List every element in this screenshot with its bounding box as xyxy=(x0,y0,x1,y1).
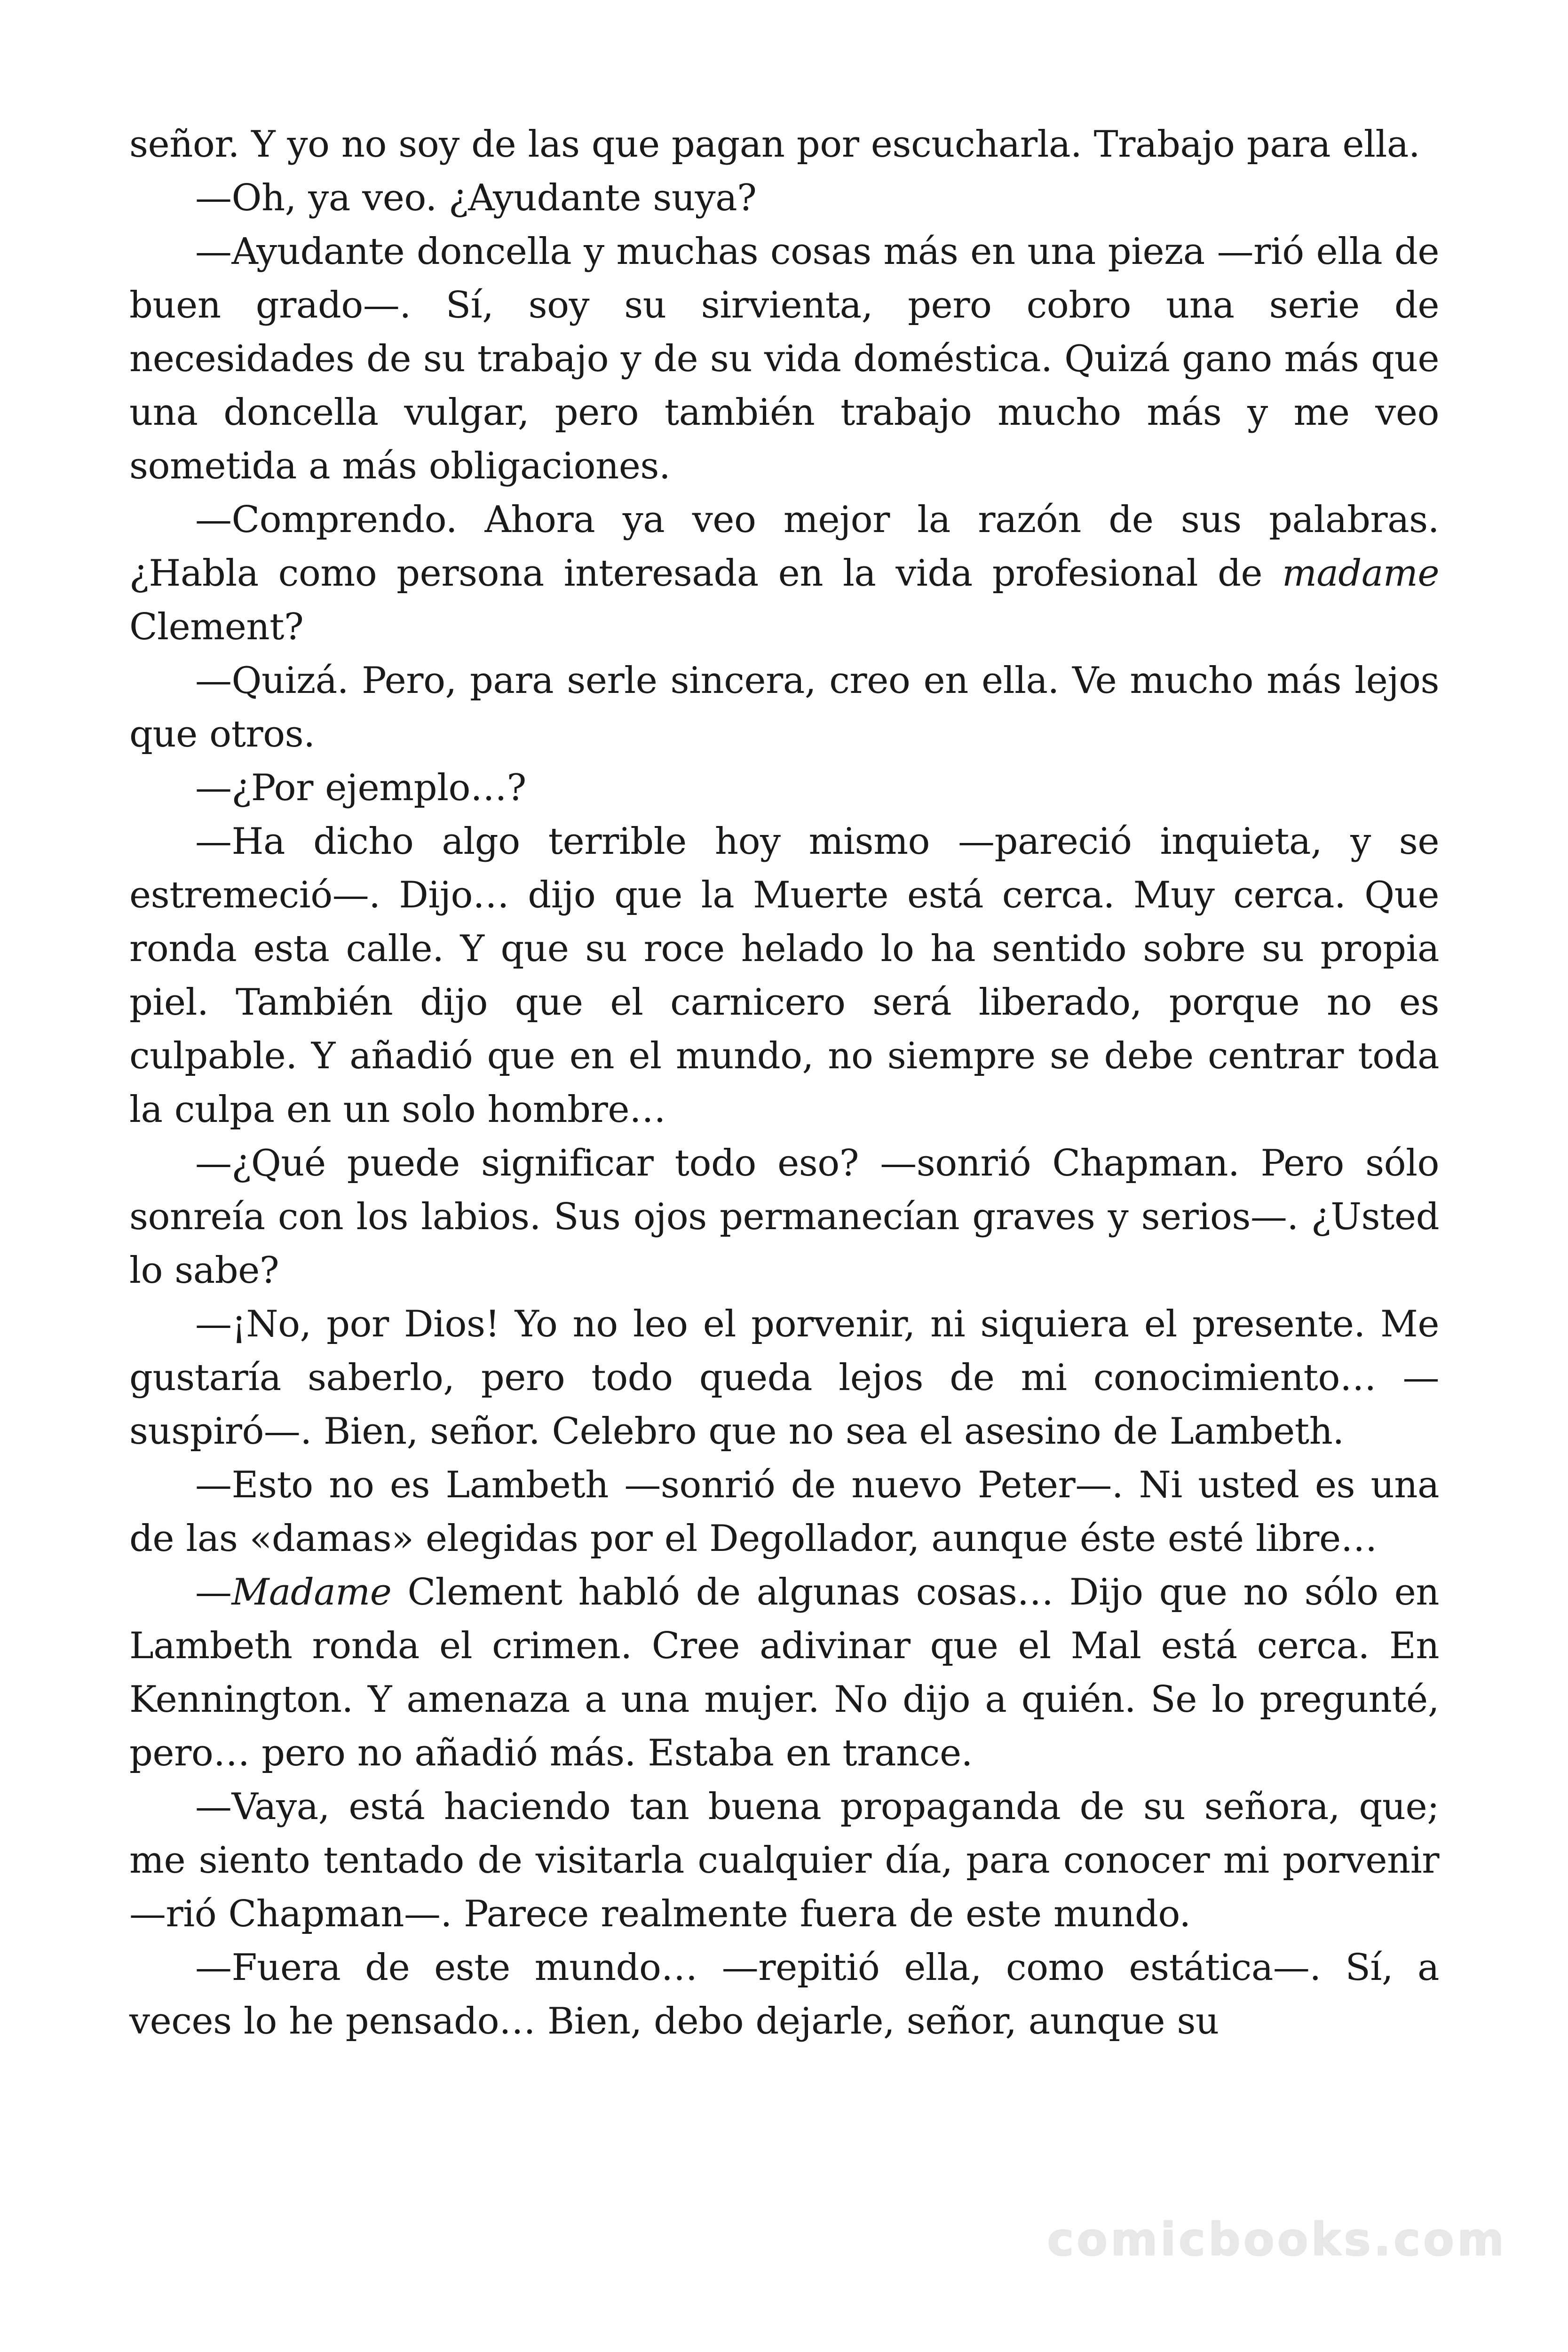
italic-word: Madame xyxy=(231,1571,392,1613)
watermark: comicbooks.com xyxy=(1047,2213,1507,2266)
page-body xyxy=(129,118,1439,2048)
paragraph-2: —Oh, ya veo. ¿Ayudante suya? xyxy=(195,177,757,219)
paragraph-1: señor. Y yo no soy de las que pagan por escucharla. Trabajo para ella. xyxy=(129,123,1420,166)
paragraph-5: —Quizá. Pero, para serle sincera, creo en ella. Ve mucho más lejos que otros. xyxy=(129,660,1439,755)
paragraph-4: —Comprendo. Ahora ya veo mejor la razón de sus palabras. ¿Habla como persona interesada en la vida profesional de madame Clement? xyxy=(129,499,1439,648)
paragraph-3: —Ayudante doncella y muchas cosas más en una pieza —rió ella de buen grado—. Sí, soy su sirvienta, pero cobro una serie de necesidades de su trabajo y de su vida doméstica. Quizá gano más que una doncella vulgar, pero también trabajo mucho más y me veo sometida a más obligaciones. xyxy=(129,230,1439,487)
paragraph-8: —¿Qué puede significar todo eso? —sonrió Chapman. Pero sólo sonreía con los labios. Sus ojos permanecían graves y serios—. ¿Usted lo sabe? xyxy=(129,1142,1439,1292)
italic-word: madame xyxy=(1282,552,1439,595)
paragraph-11: —Madame Clement habló de algunas cosas… Dijo que no sólo en Lambeth ronda el crimen. Cree adivinar que el Mal está cerca. En Kennington. Y amenaza a una mujer. No dijo a quién. Se lo pregunté, pero… pero no añadió más. Estaba en trance. xyxy=(129,1571,1439,1774)
paragraph-13: —Fuera de este mundo… —repitió ella, como estática—. Sí, a veces lo he pensado… Bien, debo dejarle, señor, aunque su xyxy=(129,1947,1439,2042)
paragraph-6: —¿Por ejemplo…? xyxy=(195,767,526,809)
paragraph-9: —¡No, por Dios! Yo no leo el porvenir, ni siquiera el presente. Me gustaría saberlo, pero todo queda lejos de mi conocimiento… —suspiró—. Bien, señor. Celebro que no sea el asesino de Lambeth. xyxy=(129,1303,1439,1453)
paragraph-7: —Ha dicho algo terrible hoy mismo —pareció inquieta, y se estremeció—. Dijo… dijo que la Muerte está cerca. Muy cerca. Que ronda esta calle. Y que su roce helado lo ha sentido sobre su propia piel. También dijo que el carnicero será liberado, porque no es culpable. Y añadió que en el mundo, no siempre se debe centrar toda la culpa en un solo hombre… xyxy=(129,820,1439,1131)
paragraph-10: —Esto no es Lambeth —sonrió de nuevo Peter—. Ni usted es una de las «damas» elegidas por el Degollador, aunque éste esté libre… xyxy=(129,1464,1439,1560)
paragraph-12: —Vaya, está haciendo tan buena propaganda de su señora, que; me siento tentado de visitarla cualquier día, para conocer mi porvenir —rió Chapman—. Parece realmente fuera de este mundo. xyxy=(129,1786,1439,1935)
